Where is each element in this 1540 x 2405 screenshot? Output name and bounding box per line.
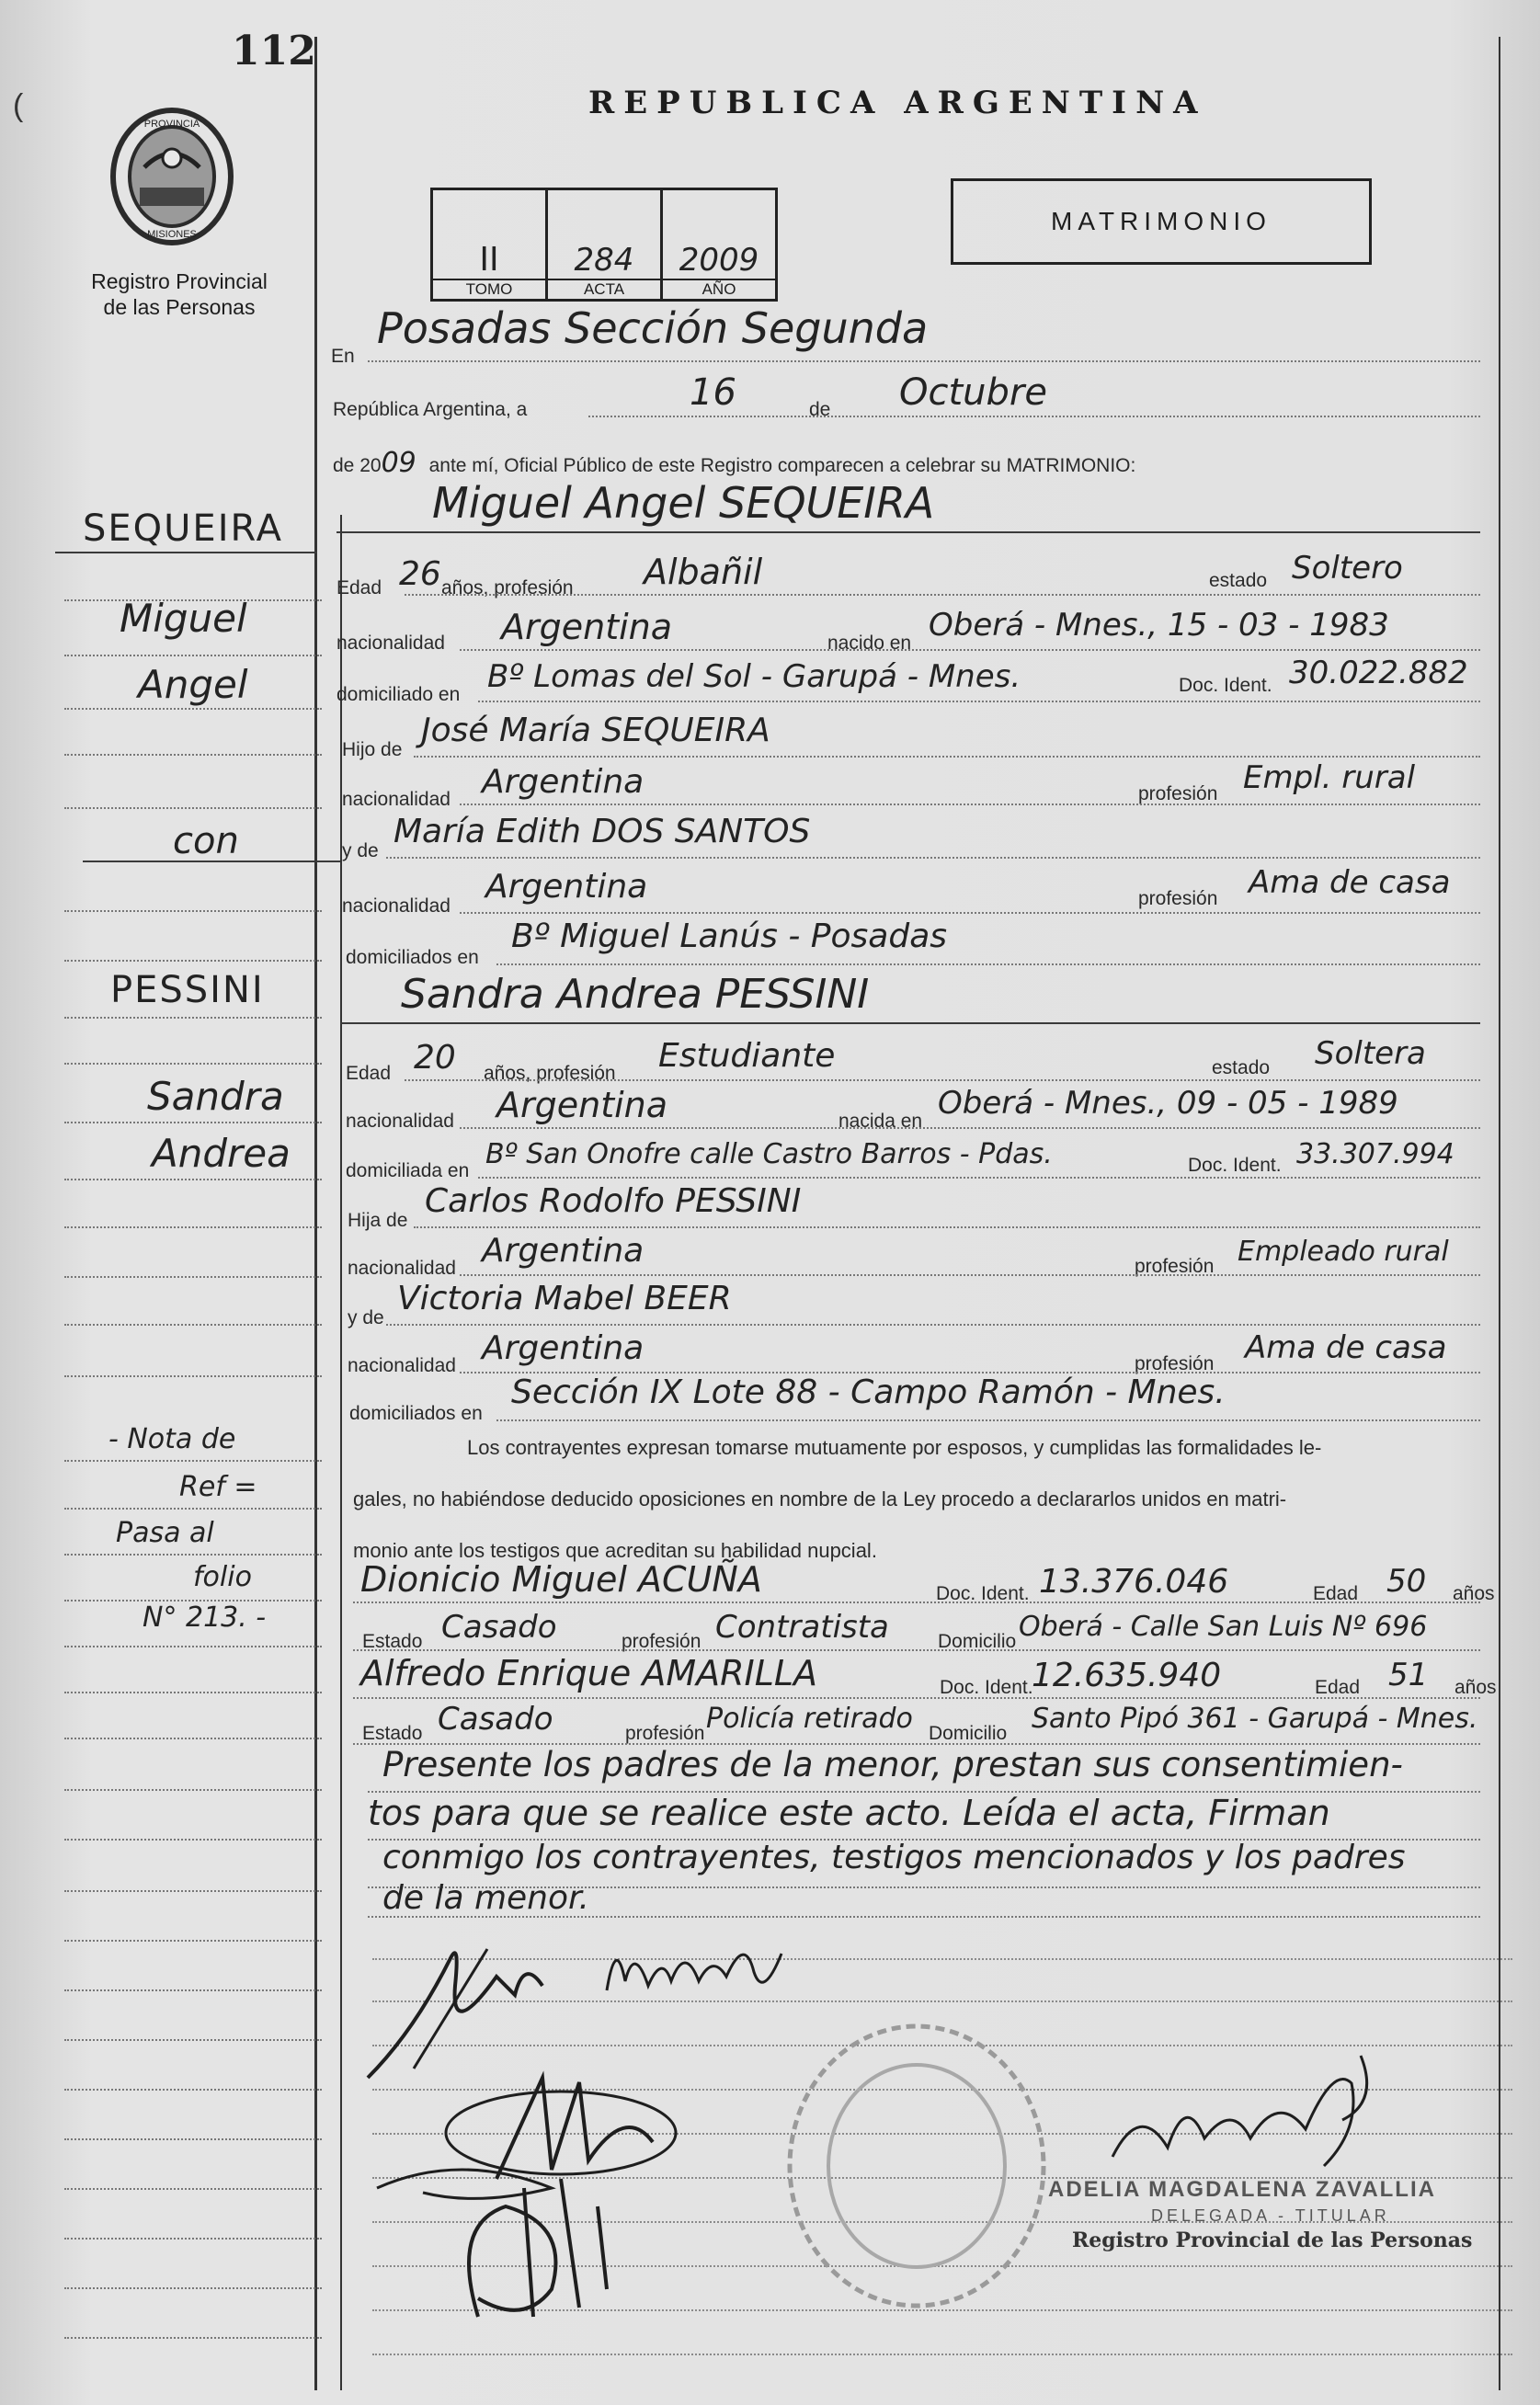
bride-domicile: Bº San Onofre calle Castro Barros - Pdas. <box>485 1138 1053 1170</box>
groom-mother: María Edith DOS SANTOS <box>394 813 811 850</box>
groom-full-name: Miguel Angel SEQUEIRA <box>432 478 935 528</box>
groom-parents-domicile-label: domiciliados en <box>346 947 479 968</box>
bride-birth-label: nacida en <box>838 1111 923 1132</box>
groom-profession-label: años, profesión <box>441 577 574 598</box>
bride-profession-label: años, profesión <box>484 1063 616 1084</box>
margin-mark: ( <box>13 88 24 123</box>
groom-name-rule <box>337 531 1480 533</box>
groom-father-nat-label: nacionalidad <box>342 789 451 810</box>
groom-father-prof-label: profesión <box>1138 783 1218 804</box>
bride-father: Carlos Rodolfo PESSINI <box>425 1182 802 1220</box>
page-number: 112 <box>232 28 316 74</box>
witness-2-status-label: Estado <box>362 1723 423 1744</box>
bride-birth: Oberá - Mnes., 09 - 05 - 1989 <box>938 1085 1398 1122</box>
groom-mother-nat-label: nacionalidad <box>342 895 451 917</box>
signature-official <box>1103 2046 1397 2184</box>
witness-1-domicile-label: Domicilio <box>938 1631 1017 1652</box>
margin-bride-given-2: Andrea <box>152 1131 291 1176</box>
groom-status: Soltero <box>1292 550 1403 587</box>
groom-domicile-label: domiciliado en <box>337 684 461 705</box>
margin-groom-rule <box>55 552 317 553</box>
signature-groom <box>359 1921 579 2087</box>
signature-mother <box>368 2151 680 2335</box>
witness-2-age-label: Edad <box>1315 1677 1361 1698</box>
groom-mother-nationality: Argentina <box>485 868 648 906</box>
day-value: 16 <box>690 371 736 414</box>
margin-groom-surname: SEQUEIRA <box>83 507 284 550</box>
groom-birth: Oberá - Mnes., 15 - 03 - 1983 <box>929 607 1389 644</box>
margin-groom-given-1: Miguel <box>120 596 247 641</box>
bride-mother-label: y de <box>348 1307 384 1328</box>
de-label: de <box>809 399 831 420</box>
place-line-rule <box>368 360 1480 362</box>
witness-1-status-label: Estado <box>362 1631 423 1652</box>
date-line: República Argentina, a <box>333 399 528 420</box>
legal-text-3: monio ante los testigos que acreditan su habilidad nupcial. <box>353 1539 877 1562</box>
bride-mother: Victoria Mabel BEER <box>397 1280 732 1317</box>
groom-parents-domicile: Bº Miguel Lanús - Posadas <box>511 918 948 955</box>
bride-age: 20 <box>414 1039 456 1077</box>
witness-2-status: Casado <box>438 1701 553 1738</box>
witness-2-doc: 12.635.940 <box>1032 1657 1222 1694</box>
signature-bride <box>598 1926 800 2009</box>
groom-mother-prof-label: profesión <box>1138 888 1218 909</box>
bride-father-label: Hija de <box>348 1210 408 1231</box>
margin-groom-given-2: Angel <box>138 662 248 707</box>
groom-profession: Albañil <box>644 552 763 592</box>
margin-note-3: Pasa al <box>116 1517 214 1549</box>
groom-age: 26 <box>399 555 441 593</box>
registry-name: Registro Provincial de las Personas <box>91 269 268 319</box>
witness-2-anos-label: años <box>1454 1677 1497 1698</box>
official-name: ADELIA MAGDALENA ZAVALLIA <box>1048 2177 1436 2202</box>
witness-2-domicile: Santo Pipó 361 - Garupá - Mnes. <box>1032 1703 1478 1735</box>
witness-1-prof-label: profesión <box>622 1631 702 1652</box>
bride-status-label: estado <box>1212 1057 1271 1078</box>
witness-1-domicile: Oberá - Calle San Luis Nº 696 <box>1019 1611 1428 1643</box>
margin-bride-given-1: Sandra <box>147 1074 284 1119</box>
right-border <box>1499 37 1500 2390</box>
witness-2-doc-label: Doc. Ident. <box>940 1677 1033 1698</box>
date-line-rule <box>588 416 1480 417</box>
place-value: Posadas Sección Segunda <box>377 303 929 353</box>
official-stamp-icon <box>783 2019 1050 2313</box>
margin-bride-surname: PESSINI <box>110 969 265 1011</box>
bride-mother-nat-label: nacionalidad <box>348 1355 456 1376</box>
bride-mother-prof-label: profesión <box>1135 1353 1215 1374</box>
witness-1-profession: Contratista <box>715 1609 889 1646</box>
margin-con-rule <box>83 861 340 862</box>
margin-note-5: N° 213. - <box>143 1601 267 1634</box>
observation-line-2: tos para que se realice este acto. Leída el acta, Firman <box>368 1793 1330 1833</box>
witness-2-age: 51 <box>1388 1657 1429 1693</box>
legal-text-1: Los contrayentes expresan tomarse mutuamente por esposos, y cumplidas las formalidades le- <box>467 1436 1322 1459</box>
bride-status: Soltera <box>1315 1035 1426 1072</box>
provincial-seal-icon <box>103 103 241 250</box>
svg-text:MISIONES: MISIONES <box>147 229 197 240</box>
bride-parents-domicile: Sección IX Lote 88 - Campo Ramón - Mnes. <box>511 1373 1226 1411</box>
bride-mother-profession: Ama de casa <box>1245 1329 1447 1366</box>
groom-mother-profession: Ama de casa <box>1249 864 1451 901</box>
groom-doc-label: Doc. Ident. <box>1179 675 1272 696</box>
margin-con: con <box>173 820 239 862</box>
groom-father-label: Hijo de <box>342 739 403 760</box>
observation-line-1: Presente los padres de la menor, prestan sus consentimien- <box>382 1745 1403 1784</box>
bride-nationality-label: nacionalidad <box>346 1111 454 1132</box>
tomo-cell: II TOMO <box>433 190 548 299</box>
bride-doc: 33.307.994 <box>1296 1138 1454 1170</box>
bride-doc-label: Doc. Ident. <box>1188 1155 1282 1176</box>
groom-nationality-label: nacionalidad <box>337 633 445 654</box>
witness-1-name: Dionicio Miguel ACUÑA <box>360 1559 762 1600</box>
bride-profession: Estudiante <box>658 1037 836 1075</box>
witness-1-status: Casado <box>441 1609 557 1646</box>
observation-line-3: conmigo los contrayentes, testigos mencionados y los padres <box>382 1839 1406 1876</box>
witness-1-doc: 13.376.046 <box>1039 1563 1229 1601</box>
margin-note-2: Ref = <box>179 1471 257 1503</box>
bride-nationality: Argentina <box>496 1085 668 1125</box>
witness-2-domicile-label: Domicilio <box>929 1723 1008 1744</box>
groom-mother-label: y de <box>342 840 379 861</box>
groom-father-profession: Empl. rural <box>1243 759 1416 796</box>
margin-divider <box>314 37 317 2390</box>
groom-father: José María SEQUEIRA <box>421 712 770 749</box>
bride-father-nat-label: nacionalidad <box>348 1258 456 1279</box>
witness-1-anos-label: años <box>1453 1583 1495 1604</box>
groom-age-line: Edad <box>337 577 382 598</box>
bride-father-nationality: Argentina <box>482 1232 645 1270</box>
official-office: Registro Provincial de las Personas <box>1072 2228 1473 2252</box>
groom-nationality: Argentina <box>501 607 673 647</box>
bride-father-profession: Empleado rural <box>1238 1236 1449 1268</box>
witness-2-profession: Policía retirado <box>706 1703 913 1735</box>
margin-note-1: - Nota de <box>108 1423 236 1455</box>
groom-birth-label: nacido en <box>827 633 912 654</box>
bride-father-prof-label: profesión <box>1135 1256 1215 1277</box>
witness-2-name: Alfredo Enrique AMARILLA <box>360 1653 818 1693</box>
observation-line-4: de la menor. <box>382 1879 589 1917</box>
groom-father-nationality: Argentina <box>482 763 645 801</box>
bride-age-label: Edad <box>346 1063 392 1084</box>
acta-cell: 284 ACTA <box>548 190 663 299</box>
month-value: Octubre <box>899 371 1047 414</box>
margin-note-4: folio <box>193 1561 252 1593</box>
bride-full-name: Sandra Andrea PESSINI <box>401 971 870 1018</box>
bride-parents-domicile-label: domiciliados en <box>349 1403 483 1424</box>
year-line: de 2009 ante mí, Oficial Público de este Registro comparecen a celebrar su MATRIMONIO: <box>333 447 1136 479</box>
groom-doc: 30.022.882 <box>1289 655 1468 691</box>
official-title: DELEGADA - TITULAR <box>1151 2206 1390 2225</box>
bride-domicile-label: domiciliada en <box>346 1160 470 1181</box>
record-type-box <box>951 178 1372 265</box>
svg-text:PROVINCIA: PROVINCIA <box>143 119 200 130</box>
groom-domicile: Bº Lomas del Sol - Garupá - Mnes. <box>487 658 1021 695</box>
record-reference-box <box>430 188 778 302</box>
witness-1-age-label: Edad <box>1313 1583 1359 1604</box>
bride-name-rule <box>340 1022 1480 1024</box>
witness-2-prof-label: profesión <box>625 1723 705 1744</box>
groom-status-label: estado <box>1209 570 1268 591</box>
anio-cell: 2009 AÑO <box>663 190 775 299</box>
legal-text-2: gales, no habiéndose deducido oposiciones en nombre de la Ley procedo a declararlos unidos en matri- <box>353 1487 1287 1510</box>
record-type: MATRIMONIO <box>1051 207 1272 235</box>
witness-1-age: 50 <box>1386 1563 1427 1600</box>
witness-1-doc-label: Doc. Ident. <box>936 1583 1030 1604</box>
place-line: En <box>331 346 355 367</box>
country-title: REPUBLICA ARGENTINA <box>588 85 1207 121</box>
bride-mother-nationality: Argentina <box>482 1329 645 1367</box>
